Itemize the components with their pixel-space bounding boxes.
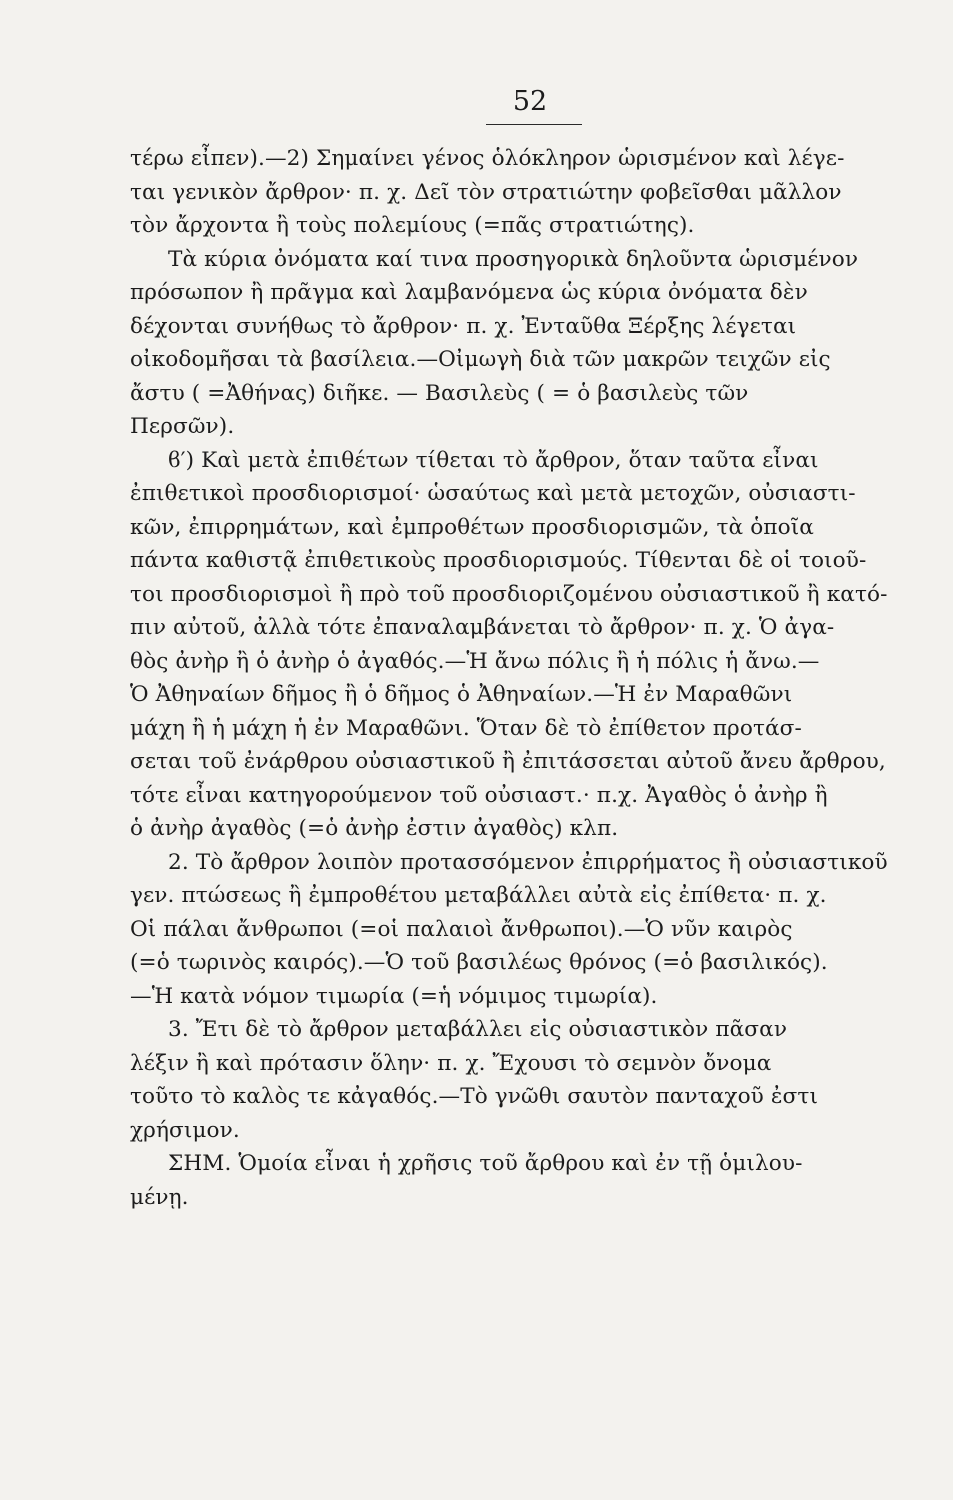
text-line: Οἱ πάλαι ἄνθρωποι (=οἱ παλαιοὶ ἄνθρωποι).—Ὁ νῦν καιρὸς bbox=[130, 916, 793, 942]
text-line: ἐπιθετικοὶ προσδιορισμοί· ὡσαύτως καὶ μετὰ μετοχῶν, οὐσιαστι- bbox=[130, 481, 856, 506]
text-line: ται γενικὸν ἄρθρον· π. χ. Δεῖ τὸν στρατιώτην φοβεῖσθαι μᾶλλον bbox=[130, 179, 842, 205]
note-line: ΣΗΜ. Ὁμοία εἶναι ἡ χρῆσις τοῦ ἄρθρου καὶ ἐν τῇ ὁμιλου- bbox=[168, 1151, 803, 1176]
text-line: ἄστυ ( =Ἀθήνας) διῆκε. — Βασιλεὺς ( = ὁ βασιλεὺς τῶν bbox=[130, 380, 749, 406]
paragraph-start-line: ϐ′) Καὶ μετὰ ἐπιθέτων τίθεται τὸ ἄρθρον, ὅταν ταῦτα εἶναι bbox=[168, 447, 819, 473]
paragraph-start-line: Τὰ κύρια ὀνόματα καί τινα προσηγορικὰ δηλοῦντα ὡρισμένον bbox=[168, 246, 859, 272]
text-line: τὸν ἄρχοντα ἢ τοὺς πολεμίους (=πᾶς στρατιώτης). bbox=[130, 213, 695, 238]
text-line: Περσῶν). bbox=[130, 414, 235, 439]
text-line: γεν. πτώσεως ἢ ἐμπροθέτου μεταβάλλει αὐτὰ εἰς ἐπίθετα· π. χ. bbox=[130, 883, 827, 908]
text-line: τότε εἶναι κατηγορούμενον τοῦ οὐσιαστ.· π.χ. Ἀγαθὸς ὁ ἀνὴρ ἢ bbox=[130, 782, 828, 808]
page-number: 52 bbox=[512, 86, 548, 117]
text-line: σεται τοῦ ἐνάρθρου οὐσιαστικοῦ ἢ ἐπιτάσσεται αὐτοῦ ἄνευ ἄρθρου, bbox=[130, 749, 886, 774]
text-line: ὁ ἀνὴρ ἀγαθὸς (=ὁ ἀνὴρ ἐστιν ἀγαθὸς) κλπ. bbox=[130, 816, 619, 841]
text-line: μένῃ. bbox=[130, 1184, 189, 1210]
text-line: οἰκοδομῆσαι τὰ βασίλεια.—Οἰμωγὴ διὰ τῶν μακρῶν τειχῶν εἰς bbox=[130, 347, 831, 372]
text-line: πάντα καθιστᾷ ἐπιθετικοὺς προσδιορισμούς. Τίθενται δὲ οἱ τοιοῦ- bbox=[130, 548, 867, 573]
text-line: χρήσιμον. bbox=[130, 1117, 240, 1143]
text-line: (=ὁ τωρινὸς καιρός).—Ὁ τοῦ βασιλέως θρόνος (=ὁ βασιλικός). bbox=[130, 950, 828, 975]
text-line: θὸς ἀνὴρ ἢ ὁ ἀνὴρ ὁ ἀγαθός.—Ἡ ἄνω πόλις ἢ ἡ πόλις ἡ ἄνω.— bbox=[130, 648, 820, 674]
paragraph-start-line: 2. Τὸ ἄρθρον λοιπὸν προτασσόμενον ἐπιρρήματος ἢ οὐσιαστικοῦ bbox=[168, 849, 888, 875]
text-line: Ὁ Ἀθηναίων δῆμος ἢ ὁ δῆμος ὁ Ἀθηναίων.—Ἡ ἐν Μαραθῶνι bbox=[130, 682, 793, 707]
paragraph-start-line: 3. Ἔτι δὲ τὸ ἄρθρον μεταβάλλει εἰς οὐσιαστικὸν πᾶσαν bbox=[168, 1017, 788, 1042]
text-line: τοῦτο τὸ καλὸς τε κἀγαθός.—Τὸ γνῶθι σαυτὸν πανταχοῦ ἐστι bbox=[130, 1084, 819, 1109]
text-line: δέχονται συνήθως τὸ ἄρθρον· π. χ. Ἐνταῦθα Ξέρξης λέγεται bbox=[130, 313, 797, 339]
text-line: μάχη ἢ ἡ μάχη ἡ ἐν Μαραθῶνι. Ὅταν δὲ τὸ ἐπίθετον προτάσ- bbox=[130, 715, 802, 741]
text-line: λέξιν ἢ καὶ πρότασιν ὅλην· π. χ. Ἔχουσι τὸ σεμνὸν ὄνομα bbox=[130, 1050, 772, 1076]
text-line: πρόσωπον ἢ πρᾶγμα καὶ λαμβανόμενα ὡς κύρια ὀνόματα δὲν bbox=[130, 280, 808, 305]
text-line: κῶν, ἐπιρρημάτων, καὶ ἐμπροθέτων προσδιορισμῶν, τὰ ὁποῖα bbox=[130, 514, 814, 540]
page-number-rule bbox=[486, 124, 582, 125]
text-line: τέρω εἶπεν).—2) Σημαίνει γένος ὁλόκληρον ὡρισμένον καὶ λέγε- bbox=[130, 146, 845, 171]
text-line: πιν αὐτοῦ, ἀλλὰ τότε ἐπαναλαμβάνεται τὸ ἄρθρον· π. χ. Ὁ ἀγα- bbox=[130, 615, 835, 640]
body-text bbox=[130, 142, 912, 1214]
text-line: —Ἡ κατὰ νόμον τιμωρία (=ἡ νόμιμος τιμωρία). bbox=[130, 983, 658, 1009]
text-line: τοι προσδιορισμοὶ ἢ πρὸ τοῦ προσδιοριζομένου οὐσιαστικοῦ ἢ κατό- bbox=[130, 581, 888, 607]
